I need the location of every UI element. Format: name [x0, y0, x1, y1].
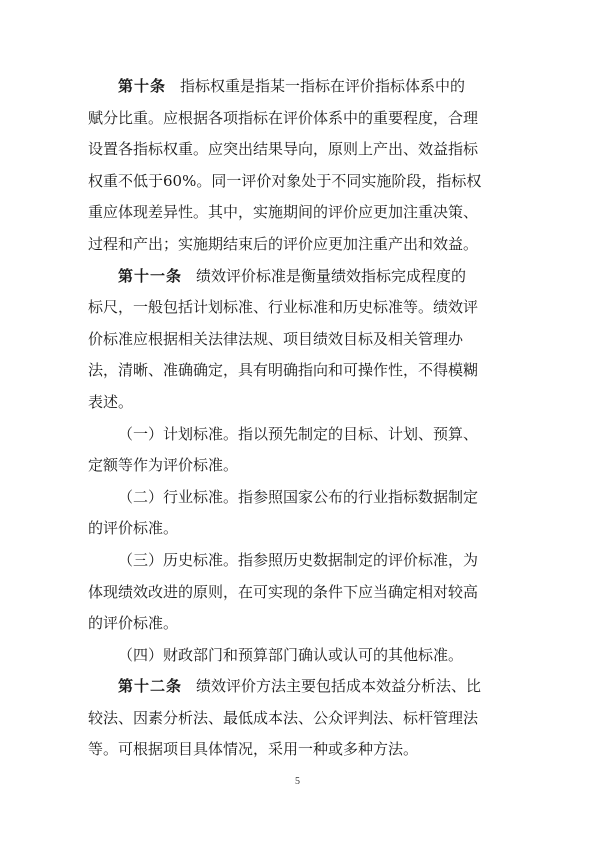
paragraph-line: 的评价标准。: [88, 614, 179, 633]
paragraph: [88, 71, 506, 261]
paragraph-line: 较法、因素分析法、最低成本法、公众评判法、标杆管理法: [88, 708, 479, 727]
paragraph-text: （二）行业标准。指参照国家公布的行业指标数据制定: [118, 487, 479, 506]
paragraph-first-line: [88, 671, 506, 703]
paragraph-first-line: [88, 261, 506, 293]
paragraph-line: 设置各指标权重。应突出结果导向，原则上产出、效益指标: [88, 140, 479, 159]
paragraph-line: 标尺，一般包括计划标准、行业标准和历史标准等。绩效评: [88, 298, 479, 317]
paragraph-line: 法，清晰、准确确定，具有明确指向和可操作性，不得模糊: [88, 361, 479, 380]
paragraph-line: 重应体现差异性。其中，实施期间的评价应更加注重决策、: [88, 203, 479, 222]
paragraph-line: 表述。: [88, 392, 134, 411]
article-label: 第十条: [118, 77, 167, 95]
paragraph-text: （四）财政部门和预算部门确认或认可的其他标准。: [118, 645, 464, 664]
paragraph: [88, 671, 506, 766]
paragraph-first-line: [88, 545, 506, 577]
paragraph: [88, 640, 506, 672]
paragraph-line: 过程和产出；实施期结束后的评价应更加注重产出和效益。: [88, 234, 479, 253]
document-body: [88, 71, 506, 766]
paragraph-line: 定额等作为评价标准。: [88, 456, 239, 475]
paragraph-text: （一）计划标准。指以预先制定的目标、计划、预算、: [118, 424, 479, 443]
paragraph-first-line: [88, 482, 506, 514]
paragraph-line: 赋分比重。应根据各项指标在评价体系中的重要程度，合理: [88, 108, 479, 127]
paragraph-line: 的评价标准。: [88, 519, 179, 538]
paragraph-first-line: [88, 419, 506, 451]
paragraph-first-line: [88, 640, 506, 672]
article-label: 第十一条: [118, 266, 183, 285]
paragraph-text: 绩效评价标准是衡量绩效指标完成程度的: [196, 266, 467, 285]
paragraph-first-line: [88, 71, 506, 103]
paragraph: [88, 261, 506, 419]
paragraph: [88, 482, 506, 545]
article-label: 第十二条: [118, 677, 183, 696]
paragraph-text: 指标权重是指某一指标在评价指标体系中的: [180, 77, 466, 95]
paragraph-line: 体现绩效改进的原则，在可实现的条件下应当确定相对较高: [88, 582, 479, 601]
paragraph-line: 价标准应根据相关法律法规、项目绩效目标及相关管理办: [88, 329, 464, 348]
paragraph-line: 权重不低于60%。同一评价对象处于不同实施阶段，指标权: [88, 171, 482, 190]
paragraph-line: 等。可根据项目具体情况，采用一种或多种方法。: [88, 740, 419, 759]
paragraph: [88, 419, 506, 482]
paragraph: [88, 545, 506, 640]
paragraph-text: 绩效评价方法主要包括成本效益分析法、比: [196, 677, 482, 696]
page-number: 5: [295, 776, 300, 787]
paragraph-text: （三）历史标准。指参照历史数据制定的评价标准，为: [118, 550, 479, 569]
